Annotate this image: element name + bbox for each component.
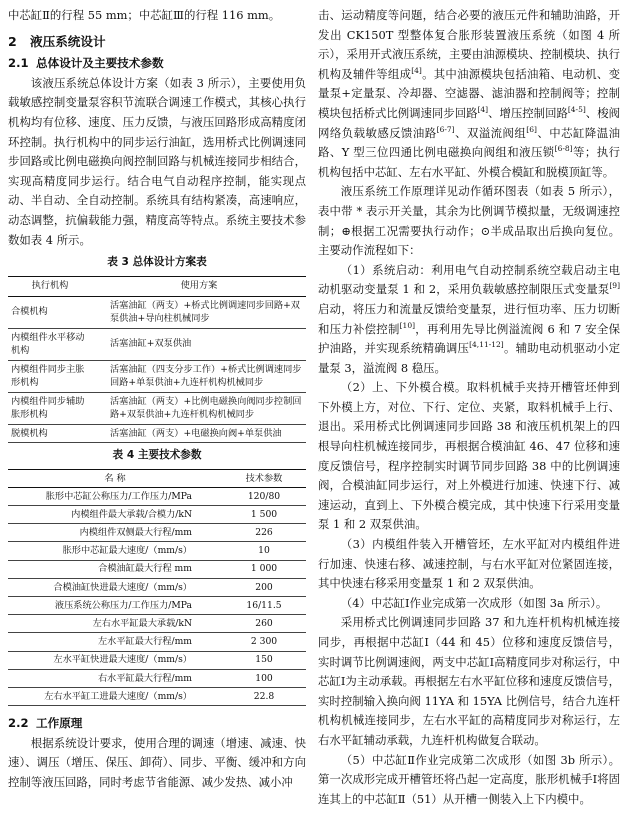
citation: [10] [399, 320, 416, 330]
table-row [8, 487, 306, 505]
param-name: 左水平缸最大行程/mm [8, 633, 222, 651]
param-name: 内模组件最大承载/合模力/kN [8, 506, 222, 524]
param-value: 260 [222, 615, 306, 633]
step-4-detail-paragraph: 采用桥式比例调速同步回路 37 和九连杆机构机械连接同步，再根据中芯缸Ⅰ（44 和 45）位移和速度反馈信号，实时调节比例调速阀，两支中芯缸Ⅰ高精度同步对称运行，中芯缸Ⅰ为主动承载。再根据左右水平缸位移和速度反馈信号，实时控制输入换向阀 11YA 和 15YA 比例信号，结合九连杆机构机械连接同步，左右水平缸的高精度同步对称运行，左右水平缸辅动承载，九连杆机构做复合联动。 [318, 615, 620, 747]
param-name: 合模油缸最大行程 mm [8, 560, 222, 578]
param-name: 内模组件双侧最大行程/mm [8, 524, 222, 542]
citation: [4] [411, 65, 422, 75]
table-row [8, 687, 306, 705]
table-row [8, 651, 306, 669]
table-row [8, 615, 306, 633]
table-row [8, 328, 306, 360]
table-header: 执行机构 [8, 276, 92, 296]
table-cell: 合模机构 [8, 296, 92, 328]
principle-paragraph: 根据系统设计要求，使用合理的调速（增速、减速、快速）、调压（增压、保压、卸荷）、同步、平衡、缓冲和方向控制等液压回路，同时考虑节省能源、减少发热、减小冲 [8, 735, 306, 789]
param-value: 226 [222, 524, 306, 542]
section-title: 总体设计及主要技术参数 [36, 56, 164, 71]
param-name: 左水平缸快进最大速度/（mm/s） [8, 651, 222, 669]
section-title: 液压系统设计 [30, 33, 106, 49]
paragraph-text: 。辅助电动机驱动小定量泵 3，溢流阀 8 稳压。 [318, 341, 620, 375]
table-row [8, 424, 306, 443]
param-value: 22.8 [222, 687, 306, 705]
step-3-paragraph: （3）内模组件装入开槽管坯，左水平缸对内模组件进行加速、快速右移、减速控制，与右水平缸对位紧固连接，其中快速右移采用变量泵 1 和 2 双泵供油。 [318, 537, 620, 591]
table-row [8, 296, 306, 328]
table-header: 技术参数 [222, 469, 306, 487]
table-row [8, 596, 306, 614]
param-value: 1 500 [222, 506, 306, 524]
table-header: 名 称 [8, 469, 222, 487]
paragraph-text: 、双溢流阀组 [454, 125, 527, 140]
table-cell: 活塞油缸（两支）+比例电磁换向阀同步控制回路+双泵供油+九连杆机构机械同步 [92, 392, 306, 424]
table-cell: 活塞油缸（四支分步工作）+桥式比例调速同步回路+单泵供油+九连杆机构机械同步 [92, 360, 306, 392]
table-4 [8, 469, 306, 706]
table-header: 使用方案 [92, 276, 306, 296]
paragraph-text: 启动，将压力和流量反馈给变量泵，进行恒功率、压力切断和压力补偿控制 [318, 301, 620, 336]
param-name: 胀形中芯缸最大速度/（mm/s） [8, 542, 222, 560]
step-1-paragraph [318, 261, 620, 379]
citation: [6-7] [436, 124, 455, 134]
table-cell: 活塞油缸（两支）+电磁换向阀+单泵供油 [92, 424, 306, 443]
table-cell: 活塞油缸+双泵供油 [92, 328, 306, 360]
table-cell: 活塞油缸（两支）+桥式比例调速同步回路+双泵供油+导向柱机械同步 [92, 296, 306, 328]
param-name: 右水平缸最大行程/mm [8, 669, 222, 687]
param-name: 左右水平缸工进最大速度/（mm/s） [8, 687, 222, 705]
citation: [6] [526, 124, 537, 134]
param-value: 16/11.5 [222, 596, 306, 614]
step-5-paragraph: （5）中芯缸Ⅱ作业完成第二次成形（如图 3b 所示）。第一次成形完成开槽管坯将凸起一定高度，胀形机械手Ⅰ将固连其上的中芯缸Ⅱ（51）从开槽一侧装入上下内模中。 [318, 752, 620, 806]
paragraph-text: 、增压控制回路 [488, 105, 568, 120]
left-column [8, 6, 306, 792]
top-line: 中芯缸Ⅱ的行程 55 mm；中芯缸Ⅲ的行程 116 mm。 [8, 8, 281, 22]
table-cell: 内模组件同步主胀形机构 [8, 360, 92, 392]
param-name: 左右水平缸最大承载/kN [8, 615, 222, 633]
right-column [318, 6, 620, 809]
section-2-1-heading [8, 54, 306, 74]
table-row [8, 506, 306, 524]
param-name: 胀形中芯缸公称压力/工作压力/MPa [8, 487, 222, 505]
section-number: 2.1 [8, 56, 29, 71]
citation: [4-5] [567, 105, 586, 115]
paragraph-text: （1）系统启动：利用电气自动控制系统空载启动主电动机驱动变量泵 1 和 2，采用负载敏感控制限压式变量泵 [318, 262, 620, 297]
table-cell: 内模组件水平移动机构 [8, 328, 92, 360]
section-number: 2 [8, 33, 17, 49]
table-row [8, 392, 306, 424]
section-2-heading [8, 32, 306, 52]
table-cell: 脱模机构 [8, 424, 92, 443]
citation: [9] [609, 281, 620, 291]
param-value: 10 [222, 542, 306, 560]
paragraph-text: 等；执行机构包括中芯缸、左右水平缸、外模合模缸和脱模顶缸等。 [318, 145, 620, 179]
citation: [4] [477, 105, 489, 115]
working-principle-paragraph: 液压系统工作原理详见动作循环图表（如表 5 所示），表中带 * 表示开关量，其余为比例调节模拟量，无级调速控制；⊕根据工况需要执行动作；⊙半成品取出后换向复位。主要动作流程如下： [318, 184, 620, 258]
param-value: 1 000 [222, 560, 306, 578]
step-2-paragraph: （2）上、下外模合模。取料机械手夹持开槽管坯伸到下外模上方，对位、下行、定位、夹紧，取料机械手上行、退出。采用桥式比例调速同步回路 38 和液压机机架上的四根导向柱机械连接同步，再根据合模油缸 46、47 位移和速度反馈信号，程序控制实时调节同步回路 38 中的比例调速阀，合模油缸同步运行，对上外模进行加速、快速下行、减速运动，直到上、下外模合模完成，其中快速下行采用变量泵 1 和 2 双泵供油。 [318, 380, 620, 532]
paragraph-text: 击、运动精度等问题，结合必要的液压元件和辅助油路，开发出 CK150T 型整体复合胀形装置液压系统（如图 4 所示），采用开式液压系统，主要由油源模块、控制模块、执行机构及辅件等组成 [318, 8, 620, 81]
table-row [8, 360, 306, 392]
step-4-paragraph: （4）中芯缸Ⅰ作业完成第一次成形（如图 3a 所示）。 [340, 595, 608, 610]
table-3-caption: 表 3 总体设计方案表 [107, 256, 207, 269]
citation: [6-8] [554, 144, 573, 154]
param-name: 液压系统公称压力/工作压力/MPa [8, 596, 222, 614]
table-row [8, 669, 306, 687]
system-composition-paragraph [318, 6, 620, 182]
param-value: 150 [222, 651, 306, 669]
param-value: 100 [222, 669, 306, 687]
table-row [8, 542, 306, 560]
table-3 [8, 276, 306, 444]
table-row [8, 578, 306, 596]
section-number: 2.2 [8, 716, 29, 731]
param-value: 200 [222, 578, 306, 596]
paragraph-text: ，再利用先导比例溢流阀 6 和 7 安全保护油路，并实现系统精确调压 [318, 321, 620, 356]
table-4-caption: 表 4 主要技术参数 [112, 449, 202, 462]
citation: [4,11-12] [469, 340, 504, 350]
design-paragraph: 该液压系统总体设计方案（如表 3 所示），主要使用负载敏感控制变量泵容积节流联合调速工作模式，其核心执行机构均有位移、速度、压力反馈，与液压回路形成高精度闭环控制。执行机构中的同步运行油缸，选用桥式比例调速同步回路或比例电磁换向阀控制回路与机械连接同步相结合，实现高精度同步运行。结合电气自动程序控制，能实现点动、半自动、全自动控制。系统具有结构紧凑，高速响应，动态调整，抗偏载能力强，精度高等特点。系统主要技术参数如表 4 所示。 [8, 75, 306, 247]
table-row [8, 524, 306, 542]
paragraph-text: 、中芯缸降温油路、Y 型三位四通比例电磁换向阀组和液压锁 [318, 125, 620, 160]
param-value: 2 300 [222, 633, 306, 651]
table-cell: 内模组件同步辅助胀形机构 [8, 392, 92, 424]
param-name: 合模油缸快进最大速度/（mm/s） [8, 578, 222, 596]
section-title: 工作原理 [36, 716, 83, 731]
section-2-2-heading [8, 714, 306, 734]
table-row [8, 633, 306, 651]
table-row [8, 560, 306, 578]
paragraph-text: 。其中油源模块包括油箱、电动机、变量泵+定量泵、冷却器、空滤器、滤油器和控制阀等；控制模块包括桥式比例调速同步回路 [318, 66, 620, 120]
paragraph-text: 、梭阀网络负载敏感反馈油路 [318, 105, 620, 140]
param-value: 120/80 [222, 487, 306, 505]
